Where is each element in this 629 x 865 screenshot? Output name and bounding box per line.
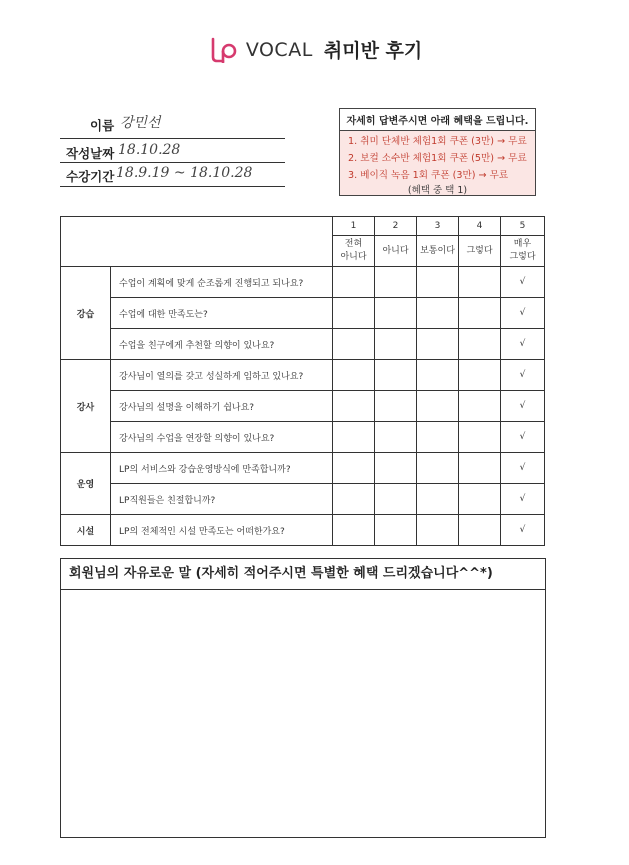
answer-cell-1[interactable]: [333, 267, 375, 298]
benefit-item: 2. 보컬 소수반 체험1회 쿠폰 (5만) → 무료: [348, 153, 527, 164]
answer-cell-1[interactable]: [333, 515, 375, 546]
benefit-box: [339, 108, 536, 196]
answer-cell-3[interactable]: [417, 422, 459, 453]
scale-label: 보통이다: [417, 236, 459, 267]
answer-cell-2[interactable]: [375, 453, 417, 484]
comment-heading: 회원님의 자유로운 말 (자세히 적어주시면 특별한 혜택 드리겠습니다^^*): [61, 559, 545, 590]
scale-number: 4: [459, 217, 501, 236]
answer-cell-3[interactable]: [417, 453, 459, 484]
answer-cell-4[interactable]: [459, 298, 501, 329]
answer-cell-3[interactable]: [417, 267, 459, 298]
check-mark-icon: √: [519, 308, 526, 318]
answer-cell-4[interactable]: [459, 484, 501, 515]
name-value: 강민선: [120, 115, 161, 131]
answer-cell-5[interactable]: [501, 422, 545, 453]
scale-label: 그렇다: [459, 236, 501, 267]
answer-cell-2[interactable]: [375, 484, 417, 515]
answer-cell-2[interactable]: [375, 515, 417, 546]
check-mark-icon: √: [519, 401, 526, 411]
category-label: 강습: [61, 267, 111, 360]
answer-cell-2[interactable]: [375, 360, 417, 391]
question-text: 수업이 계획에 맞게 순조롭게 진행되고 되나요?: [111, 267, 333, 298]
scale-label: 전혀 아니다: [333, 236, 375, 267]
answer-cell-5[interactable]: [501, 267, 545, 298]
comment-box[interactable]: [60, 558, 546, 838]
survey-table: [60, 216, 545, 546]
answer-cell-4[interactable]: [459, 391, 501, 422]
scale-number: 3: [417, 217, 459, 236]
info-divider: [60, 162, 285, 163]
table-row: [61, 329, 545, 360]
answer-cell-4[interactable]: [459, 360, 501, 391]
date-value: 18.10.28: [118, 142, 181, 158]
answer-cell-1[interactable]: [333, 298, 375, 329]
answer-cell-5[interactable]: [501, 298, 545, 329]
answer-cell-3[interactable]: [417, 391, 459, 422]
scale-number: 2: [375, 217, 417, 236]
info-divider: [60, 138, 285, 139]
answer-cell-3[interactable]: [417, 484, 459, 515]
check-mark-icon: √: [519, 277, 526, 287]
question-text: 강사님의 수업을 연장할 의향이 있나요?: [111, 422, 333, 453]
category-label: 운영: [61, 453, 111, 515]
question-text: LP의 전체적인 시설 만족도는 어떠한가요?: [111, 515, 333, 546]
answer-cell-2[interactable]: [375, 329, 417, 360]
table-row: [61, 360, 545, 391]
period-label: 수강기간: [66, 169, 115, 184]
check-mark-icon: √: [519, 494, 526, 504]
question-text: LP직원들은 친절합니까?: [111, 484, 333, 515]
table-row: [61, 422, 545, 453]
date-label: 작성날짜: [66, 146, 115, 161]
page-title: 취미반 후기: [323, 40, 423, 62]
benefit-heading: 자세히 답변주시면 아래 혜택을 드립니다.: [340, 109, 535, 131]
answer-cell-2[interactable]: [375, 267, 417, 298]
table-row: [61, 453, 545, 484]
answer-cell-5[interactable]: [501, 329, 545, 360]
answer-cell-5[interactable]: [501, 391, 545, 422]
page-header: [0, 36, 629, 63]
answer-cell-4[interactable]: [459, 453, 501, 484]
check-mark-icon: √: [519, 525, 526, 535]
answer-cell-5[interactable]: [501, 453, 545, 484]
answer-cell-5[interactable]: [501, 360, 545, 391]
answer-cell-4[interactable]: [459, 267, 501, 298]
comment-body[interactable]: [61, 590, 545, 830]
benefit-item: 3. 베이직 녹음 1회 쿠폰 (3만) → 무료: [348, 170, 509, 181]
question-text: 수업을 친구에게 추천할 의향이 있나요?: [111, 329, 333, 360]
question-text: 강사님이 열의를 갖고 성실하게 임하고 있나요?: [111, 360, 333, 391]
answer-cell-3[interactable]: [417, 360, 459, 391]
answer-cell-3[interactable]: [417, 329, 459, 360]
answer-cell-4[interactable]: [459, 329, 501, 360]
info-divider: [60, 186, 285, 187]
answer-cell-1[interactable]: [333, 484, 375, 515]
answer-cell-5[interactable]: [501, 484, 545, 515]
answer-cell-2[interactable]: [375, 298, 417, 329]
scale-label: 매우 그렇다: [501, 236, 545, 267]
check-mark-icon: √: [519, 463, 526, 473]
category-label: 시설: [61, 515, 111, 546]
brand-name: VOCAL: [245, 38, 313, 61]
scale-number: 1: [333, 217, 375, 236]
table-row: [61, 484, 545, 515]
answer-cell-2[interactable]: [375, 391, 417, 422]
question-text: 강사님의 설명을 이해하기 쉽나요?: [111, 391, 333, 422]
table-row: [61, 298, 545, 329]
scale-number: 5: [501, 217, 545, 236]
answer-cell-3[interactable]: [417, 298, 459, 329]
scale-label: 아니다: [375, 236, 417, 267]
answer-cell-1[interactable]: [333, 360, 375, 391]
check-mark-icon: √: [519, 370, 526, 380]
question-text: 수업에 대한 만족도는?: [111, 298, 333, 329]
answer-cell-1[interactable]: [333, 391, 375, 422]
table-row: [61, 391, 545, 422]
check-mark-icon: √: [519, 339, 526, 349]
answer-cell-2[interactable]: [375, 422, 417, 453]
period-value: 18.9.19 ~ 18.10.28: [116, 165, 253, 181]
lp-logo-icon: [207, 37, 241, 63]
answer-cell-5[interactable]: [501, 515, 545, 546]
benefit-note: (혜택 중 택 1): [407, 185, 468, 196]
check-mark-icon: √: [519, 432, 526, 442]
name-label: 이름: [90, 118, 115, 133]
answer-cell-3[interactable]: [417, 515, 459, 546]
table-row: [61, 515, 545, 546]
answer-cell-4[interactable]: [459, 422, 501, 453]
question-text: LP의 서비스와 강습운영방식에 만족합니까?: [111, 453, 333, 484]
category-label: 강사: [61, 360, 111, 453]
benefit-item: 1. 취미 단체반 체험1회 쿠폰 (3만) → 무료: [348, 136, 527, 147]
answer-cell-4[interactable]: [459, 515, 501, 546]
table-header-blank: [61, 217, 333, 267]
answer-cell-1[interactable]: [333, 422, 375, 453]
answer-cell-1[interactable]: [333, 453, 375, 484]
table-row: [61, 267, 545, 298]
answer-cell-1[interactable]: [333, 329, 375, 360]
